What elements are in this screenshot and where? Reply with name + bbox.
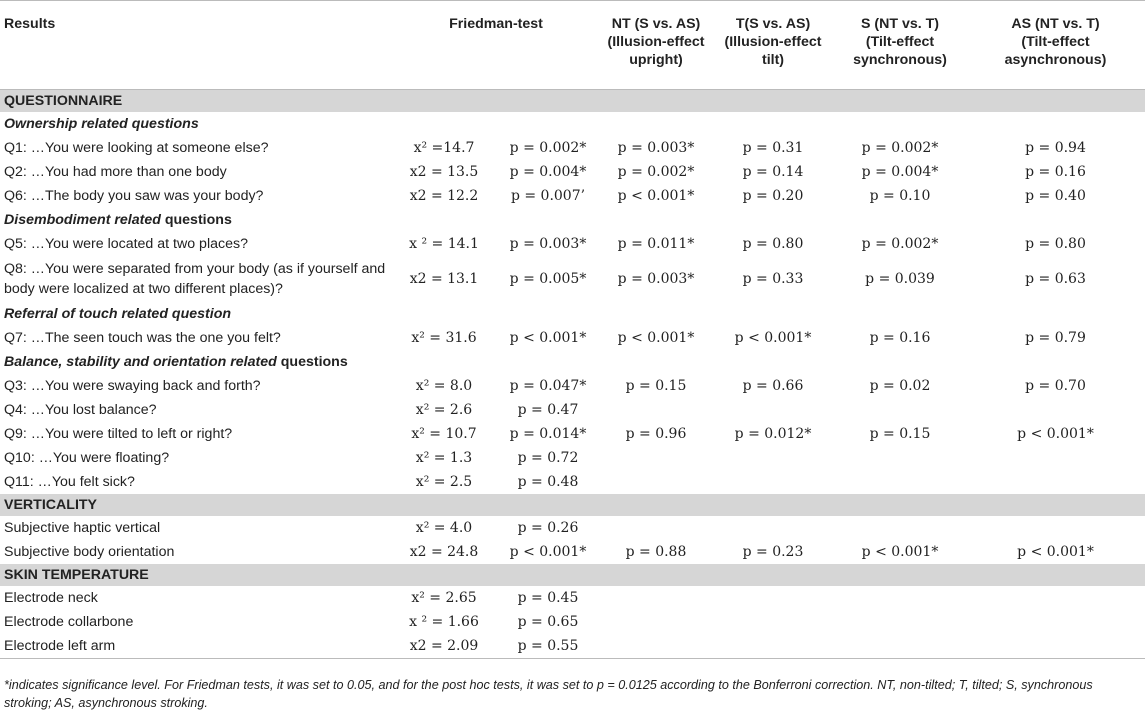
t-p-value: p = 0.23 [742, 544, 804, 560]
t-p-value: p = 0.14 [742, 164, 804, 180]
t-p-value: p = 0.31 [742, 140, 804, 156]
chi-square-value: x2 = 12.2 [409, 188, 479, 204]
header-s [834, 1, 966, 90]
row-label: Q11: …You felt sick? [4, 474, 135, 490]
subsection-title [0, 208, 1145, 232]
table-row [0, 232, 1145, 256]
table-footnote: *indicates significance level. For Friedman tests, it was set to 0.05, and for the post hoc tests, it was set to p = 0.0125 according to the Bonferroni correction. NT, non-tilted; T, tilted; S, synchronous stroking; AS, asynchronous stroking. [4, 678, 1093, 710]
section-header-row [0, 494, 1145, 516]
subsection-header-row [0, 302, 1145, 326]
s-p-value: p = 0.004* [861, 164, 939, 180]
friedman-p-value: p = 0.65 [517, 614, 579, 630]
chi-square-value: x² = 10.7 [411, 426, 477, 442]
as-p-value: p < 0.001* [1017, 426, 1094, 442]
friedman-p-value: p = 0.002* [509, 140, 587, 156]
s-p-value [834, 446, 966, 470]
table-header [0, 1, 1145, 90]
as-p-value [966, 446, 1145, 470]
nt-p-value: p = 0.003* [617, 140, 695, 156]
friedman-p-value: p = 0.004* [509, 164, 587, 180]
subsection-title-text: SKIN TEMPERATURE [4, 567, 149, 583]
nt-p-value: p = 0.15 [625, 378, 687, 394]
t-p-value: p < 0.001* [734, 330, 812, 346]
t-p-value [712, 634, 834, 659]
as-p-value [966, 586, 1145, 610]
section-header-row [0, 90, 1145, 113]
s-p-value: p = 0.02 [869, 378, 931, 394]
row-label: Q7: …The seen touch was the one you felt? [4, 330, 281, 346]
nt-p-value [600, 516, 712, 540]
s-p-value: p = 0.039 [865, 271, 935, 287]
subsection-title-text: Disembodiment related [4, 212, 161, 228]
table-row [0, 136, 1145, 160]
row-label: Electrode neck [4, 590, 98, 606]
nt-p-value: p = 0.011* [617, 236, 695, 252]
nt-p-value [600, 610, 712, 634]
nt-p-value: p = 0.96 [625, 426, 687, 442]
friedman-p-value: p = 0.47 [517, 402, 579, 418]
as-p-value: p = 0.40 [1025, 188, 1086, 204]
header-t-line1: T(S vs. AS) [735, 16, 811, 32]
nt-p-value [600, 398, 712, 422]
header-nt [600, 1, 712, 90]
table-row [0, 634, 1145, 659]
chi-square-value: x ² = 1.66 [409, 614, 479, 630]
friedman-p-value: p < 0.001* [509, 330, 587, 346]
row-label: Q9: …You were tilted to left or right? [4, 426, 233, 442]
as-p-value: p = 0.94 [1025, 140, 1086, 156]
nt-p-value: p < 0.001* [617, 188, 695, 204]
table-row [0, 160, 1145, 184]
table-row [0, 610, 1145, 634]
subsection-title [0, 112, 1145, 136]
subsection-title [0, 350, 1145, 374]
s-p-value: p < 0.001* [861, 544, 939, 560]
header-s-line1: S (NT vs. T) [860, 16, 940, 32]
as-p-value: p = 0.79 [1025, 330, 1086, 346]
subsection-title-plain: questions [276, 354, 348, 370]
row-label: Q6: …The body you saw was your body? [4, 188, 264, 204]
chi-square-value: x² = 2.65 [411, 590, 477, 606]
nt-p-value: p < 0.001* [617, 330, 695, 346]
table-row [0, 184, 1145, 208]
friedman-p-value: p = 0.014* [509, 426, 587, 442]
chi-square-value: x2 = 13.1 [409, 271, 479, 287]
friedman-p-value: p = 0.45 [517, 590, 579, 606]
t-p-value: p = 0.33 [742, 271, 804, 287]
subsection-header-row [0, 112, 1145, 136]
t-p-value [712, 610, 834, 634]
chi-square-value: x² = 31.6 [411, 330, 477, 346]
subsection-title-text: Referral of touch related question [4, 306, 232, 322]
row-label: Electrode collarbone [4, 614, 134, 630]
s-p-value [834, 398, 966, 422]
subsection-header-row [0, 208, 1145, 232]
table-row [0, 516, 1145, 540]
friedman-p-value: p = 0.55 [496, 634, 600, 659]
row-label: Subjective body orientation [4, 544, 175, 560]
chi-square-value: x² = 2.5 [415, 474, 473, 490]
header-as-line3: asynchronous) [1004, 52, 1107, 68]
t-p-value [712, 398, 834, 422]
chi-square-value: x² =14.7 [413, 140, 475, 156]
t-p-value: p = 0.20 [742, 188, 804, 204]
table-row [0, 374, 1145, 398]
subsection-title [0, 302, 1145, 326]
s-p-value: p = 0.15 [869, 426, 931, 442]
subsection-title-text: Ownership related questions [4, 116, 199, 132]
table-row [0, 256, 1145, 302]
s-p-value [834, 586, 966, 610]
header-as [966, 1, 1145, 90]
s-p-value: p = 0.10 [869, 188, 931, 204]
s-p-value: p = 0.002* [861, 140, 939, 156]
nt-p-value [600, 470, 712, 494]
header-as-line1: AS (NT vs. T) [1011, 16, 1100, 32]
as-p-value [966, 516, 1145, 540]
friedman-p-value: p = 0.005* [509, 271, 587, 287]
subsection-title-text: Balance, stability and orientation related [4, 354, 277, 370]
section-header-row [0, 564, 1145, 586]
nt-p-value: p = 0.002* [617, 164, 695, 180]
row-label: Q5: …You were located at two places? [4, 236, 248, 252]
as-p-value [966, 470, 1145, 494]
s-p-value [834, 610, 966, 634]
chi-square-value: x² = 8.0 [415, 378, 473, 394]
as-p-value: p = 0.70 [1025, 378, 1086, 394]
header-friedman: Friedman-test [449, 16, 543, 32]
row-label: Q3: …You were swaying back and forth? [4, 378, 261, 394]
header-s-line3: synchronous) [853, 52, 947, 68]
table-row [0, 398, 1145, 422]
nt-p-value: p = 0.003* [617, 271, 695, 287]
s-p-value: p = 0.002* [861, 236, 939, 252]
row-label: Q4: …You lost balance? [4, 402, 157, 418]
t-p-value: p = 0.66 [742, 378, 804, 394]
subsection-header-row [0, 350, 1145, 374]
s-p-value [834, 516, 966, 540]
row-label: Q8: …You were separated from your body (as if yourself and body were localized at two different places)? [4, 261, 386, 297]
as-p-value: p = 0.80 [1025, 236, 1086, 252]
as-p-value: p = 0.16 [1025, 164, 1086, 180]
header-t [712, 1, 834, 90]
row-label: Q10: …You were floating? [4, 450, 170, 466]
friedman-p-value: p = 0.26 [517, 520, 579, 536]
friedman-p-value: p = 0.48 [517, 474, 579, 490]
header-nt-line2: (Illusion-effect [607, 34, 705, 50]
friedman-p-value: p = 0.72 [517, 450, 579, 466]
chi-square-value: x2 = 2.09 [392, 634, 496, 659]
subsection-title-text: VERTICALITY [4, 497, 98, 513]
nt-p-value [600, 446, 712, 470]
s-p-value [834, 470, 966, 494]
t-p-value [712, 586, 834, 610]
chi-square-value: x² = 1.3 [415, 450, 473, 466]
as-p-value: p < 0.001* [1017, 544, 1094, 560]
t-p-value [712, 516, 834, 540]
section-title [0, 564, 1145, 586]
chi-square-value: x ² = 14.1 [409, 236, 479, 252]
row-label: Q2: …You had more than one body [4, 164, 227, 180]
chi-square-value: x² = 4.0 [415, 520, 473, 536]
as-p-value [966, 610, 1145, 634]
nt-p-value [600, 586, 712, 610]
chi-square-value: x2 = 24.8 [409, 544, 479, 560]
friedman-p-value: p = 0.007’ [510, 188, 586, 204]
header-results: Results [4, 16, 56, 32]
s-p-value [834, 634, 966, 659]
table-body [0, 90, 1145, 659]
table-row [0, 470, 1145, 494]
row-label: Q1: …You were looking at someone else? [4, 140, 269, 156]
header-nt-line1: NT (S vs. AS) [611, 16, 701, 32]
row-label: Electrode left arm [0, 634, 392, 659]
header-t-line2: (Illusion-effect [724, 34, 822, 50]
table-row [0, 446, 1145, 470]
nt-p-value [600, 634, 712, 659]
nt-p-value: p = 0.88 [625, 544, 687, 560]
as-p-value: p = 0.63 [1025, 271, 1086, 287]
friedman-p-value: p < 0.001* [509, 544, 587, 560]
friedman-p-value: p = 0.047* [509, 378, 587, 394]
t-p-value: p = 0.80 [742, 236, 804, 252]
header-nt-line3: upright) [629, 52, 683, 68]
table-row [0, 422, 1145, 446]
header-as-line2: (Tilt-effect [1021, 34, 1090, 50]
s-p-value: p = 0.16 [869, 330, 931, 346]
friedman-p-value: p = 0.003* [509, 236, 587, 252]
subsection-title-plain: questions [160, 212, 232, 228]
header-t-line3: tilt) [761, 52, 785, 68]
subsection-title-text: QUESTIONNAIRE [4, 93, 123, 109]
section-title [0, 494, 1145, 516]
header-s-line2: (Tilt-effect [865, 34, 935, 50]
row-label: Subjective haptic vertical [4, 520, 161, 536]
t-p-value: p = 0.012* [734, 426, 812, 442]
table-row [0, 586, 1145, 610]
table-row [0, 540, 1145, 564]
table-row [0, 326, 1145, 350]
t-p-value [712, 446, 834, 470]
chi-square-value: x2 = 13.5 [409, 164, 479, 180]
as-p-value [966, 398, 1145, 422]
as-p-value [966, 634, 1145, 659]
t-p-value [712, 470, 834, 494]
section-title [0, 90, 1145, 113]
chi-square-value: x² = 2.6 [415, 402, 473, 418]
